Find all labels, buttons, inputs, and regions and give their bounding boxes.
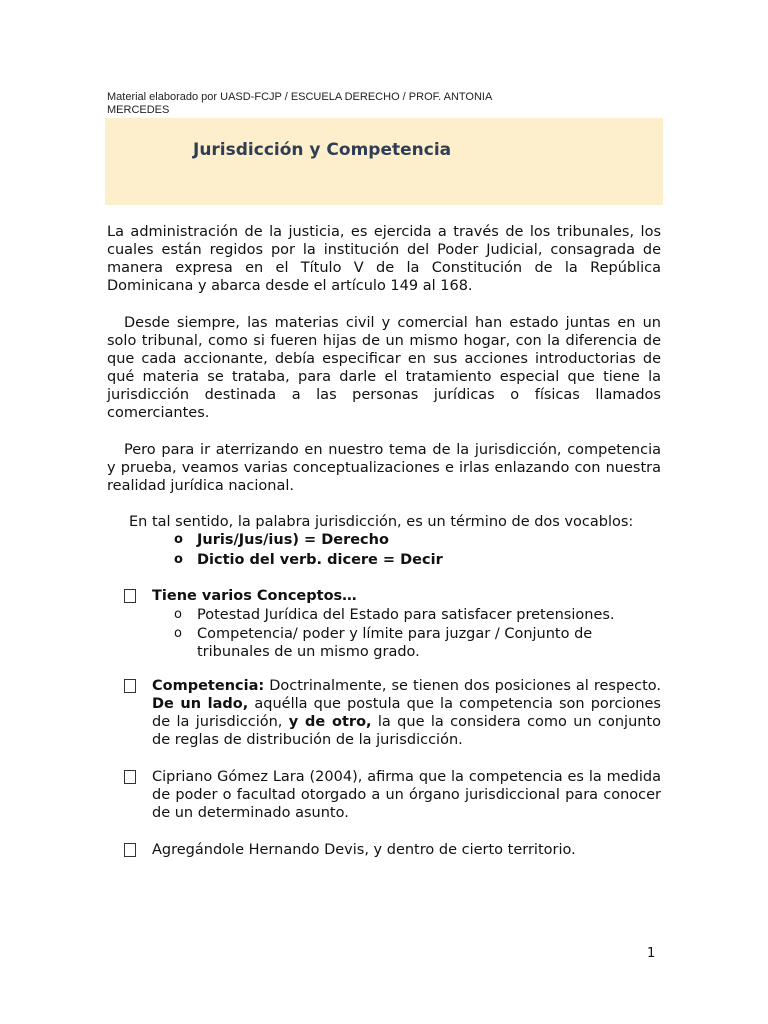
devis-paragraph: Agregándole Hernando Devis, y dentro de cierto territorio.: [152, 842, 576, 858]
vocablo-item-juris: Juris/Jus/ius) = Derecho: [197, 532, 389, 548]
competencia-term: Competencia:: [152, 678, 265, 694]
list-marker: o: [174, 607, 182, 622]
paragraph-dos-vocablos: En tal sentido, la palabra jurisdicción, es un término de dos vocablos:: [129, 514, 634, 530]
square-bullet-icon: [124, 589, 136, 603]
header-note: Material elaborado por UASD-FCJP / ESCUELA DERECHO / PROF. ANTONIA MERCEDES: [107, 91, 492, 116]
paragraph-materias-civil-comercial: Desde siempre, las materias civil y comercial han estado juntas en un solo tribunal, como si fueren hijas de un mismo hogar, con la diferencia de que cada accionante, debía especificar en sus acciones introductorias de qué materia se trataba, para darle el tratamiento especial que tiene la jurisdicción destinada a las personas jurídicas o físicas llamados comerciantes.: [107, 315, 661, 421]
de-un-lado-text: De un lado,: [152, 696, 249, 712]
paragraph-administracion-justicia: La administración de la justicia, es ejercida a través de los tribunales, los cuales están regidos por la institución del Poder Judicial, consagrada de manera expresa en el Título V de la Constitución de la República Dominicana y abarca desde el artículo 149 al 168.: [107, 224, 661, 294]
list-marker: o: [174, 552, 183, 567]
conceptos-heading: Tiene varios Conceptos…: [152, 588, 357, 604]
list-marker: o: [174, 532, 183, 547]
paragraph-tema-jurisdiccion: Pero para ir aterrizando en nuestro tema de la jurisdicción, competencia y prueba, veamos varias conceptualizaciones e irlas enlazando con nuestra realidad jurídica nacional.: [107, 442, 661, 494]
vocablo-item-dictio: Dictio del verb. dicere = Decir: [197, 552, 443, 568]
square-bullet-icon: [124, 679, 136, 693]
competencia-text-1: Doctrinalmente, se tienen dos posiciones al respecto.: [264, 678, 661, 694]
document-title: Jurisdicción y Competencia: [193, 140, 452, 160]
title-box: [105, 118, 663, 205]
list-marker: o: [174, 626, 182, 641]
competencia-text-3: la que la considera como un conjunto de reglas de distribución de la jurisdicción.: [152, 714, 662, 748]
page-number: 1: [647, 946, 656, 961]
concepto-item-potestad: Potestad Jurídica del Estado para satisfacer pretensiones.: [197, 607, 615, 623]
competencia-paragraph: [152, 677, 661, 749]
y-de-otro-text: y de otro,: [288, 714, 372, 730]
square-bullet-icon: [124, 843, 136, 857]
concepto-item-competencia: Competencia/ poder y límite para juzgar / Conjunto de tribunales de un mismo grado.: [197, 626, 593, 660]
competencia-text-2: aquélla que postula que la competencia son porciones de la jurisdicción,: [152, 696, 661, 730]
square-bullet-icon: [124, 770, 136, 784]
gomez-lara-paragraph: Cipriano Gómez Lara (2004), afirma que la competencia es la medida de poder o facultad otorgado a un órgano jurisdiccional para conocer de un determinado asunto.: [152, 769, 661, 821]
